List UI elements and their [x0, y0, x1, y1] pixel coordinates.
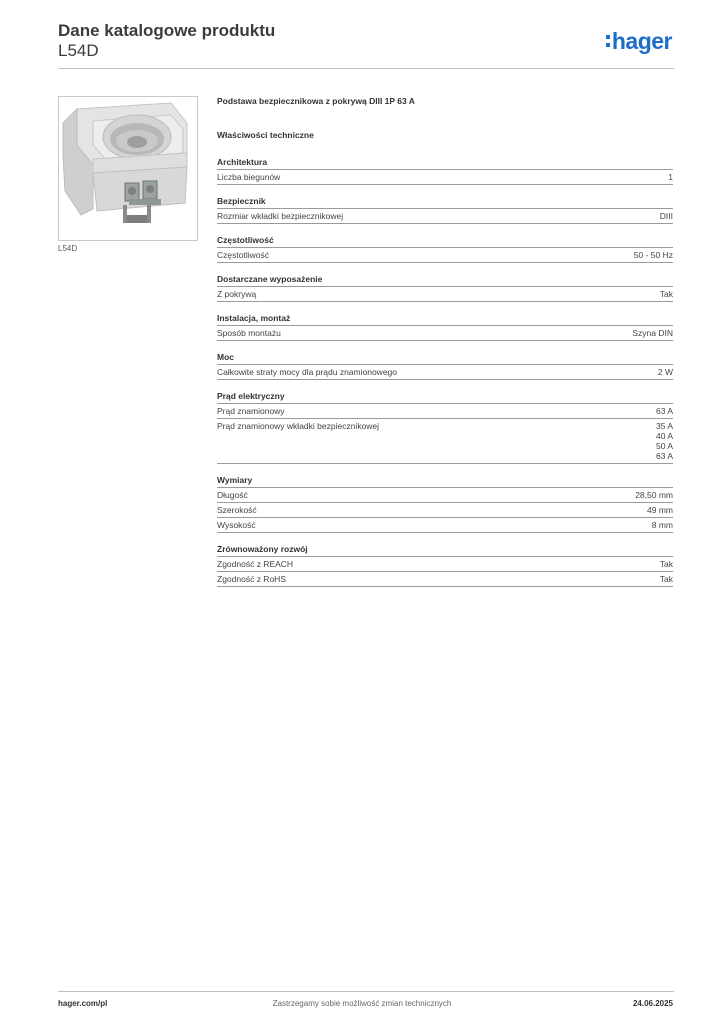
spec-label: Zgodność z RoHS: [217, 574, 286, 584]
spec-value-line: Tak: [659, 559, 673, 569]
spec-row: [217, 209, 673, 224]
page-header: [58, 20, 674, 70]
spec-value: [668, 172, 673, 182]
logo-dots-icon: [606, 35, 610, 47]
spec-row: [217, 419, 673, 464]
spec-value: [660, 559, 673, 569]
spec-row: [217, 326, 673, 341]
photo-caption: L54D: [58, 244, 78, 253]
spec-section: [217, 235, 673, 263]
spec-label: Zgodność z REACH: [217, 559, 294, 569]
spec-label: Rozmiar wkładki bezpiecznikowej: [217, 211, 344, 221]
spec-value: [647, 505, 673, 515]
logo-text: hager: [611, 28, 672, 54]
spec-value: [660, 574, 673, 584]
spec-value: [656, 406, 673, 416]
spec-label: Wysokość: [217, 520, 256, 530]
spec-sections: [217, 157, 673, 587]
footer-disclaimer: Zastrzegamy sobie możliwość zmian technicznych: [272, 999, 452, 1008]
spec-value: [632, 328, 673, 338]
spec-section: [217, 544, 673, 587]
spec-value-line: 40 A: [655, 431, 673, 441]
header-divider: [58, 68, 674, 69]
section-title: Architektura: [217, 157, 673, 170]
spec-value-line: 63 A: [655, 406, 673, 416]
footer-date: 24.06.2025: [632, 999, 673, 1008]
spec-label: Sposób montażu: [217, 328, 281, 338]
spec-value-line: 8 mm: [651, 520, 673, 530]
spec-value-line: 1: [668, 172, 673, 182]
spec-value: [652, 520, 673, 530]
section-title: Instalacja, montaż: [217, 313, 673, 326]
spec-section: [217, 196, 673, 224]
spec-value-line: Tak: [659, 574, 673, 584]
spec-label: Z pokrywą: [217, 289, 257, 299]
spec-value-line: 2 W: [657, 367, 673, 377]
spec-section: [217, 475, 673, 533]
spec-section: [217, 157, 673, 185]
spec-section: [217, 313, 673, 341]
spec-value-line: Szyna DIN: [632, 328, 673, 338]
spec-value-line: 50 - 50 Hz: [633, 250, 673, 260]
section-title: Bezpiecznik: [217, 196, 673, 209]
fuse-base-image: [59, 97, 197, 240]
spec-value-line: Tak: [659, 289, 673, 299]
spec-row: [217, 557, 673, 572]
section-title: Zrównoważony rozwój: [217, 544, 673, 557]
spec-value: [660, 211, 673, 221]
section-title: Prąd elektryczny: [217, 391, 673, 404]
spec-label: Prąd znamionowy wkładki bezpiecznikowej: [217, 421, 380, 431]
spec-row: [217, 503, 673, 518]
section-title: Wymiary: [217, 475, 673, 488]
spec-value-line: 28,50 mm: [635, 490, 673, 500]
spec-value-line: 63 A: [655, 451, 673, 461]
spec-value: [635, 490, 673, 500]
product-photo: [58, 96, 198, 241]
spec-section: [217, 391, 673, 464]
spec-row: [217, 518, 673, 533]
spec-label: Długość: [217, 490, 248, 500]
spec-value-line: 35 A: [655, 421, 673, 431]
spec-value: [656, 421, 673, 461]
spec-label: Szerokość: [217, 505, 257, 515]
footer-divider: [58, 991, 674, 992]
spec-section: [217, 352, 673, 380]
spec-section: [217, 274, 673, 302]
spec-label: Liczba biegunów: [217, 172, 281, 182]
spec-value-line: 49 mm: [647, 505, 673, 515]
section-title: Moc: [217, 352, 673, 365]
properties-heading: Właściwości techniczne: [217, 130, 314, 140]
footer-website: hager.com/pl: [58, 999, 108, 1008]
spec-label: Całkowite straty mocy dla prądu znamionowego: [217, 367, 398, 377]
hager-logo: [606, 28, 672, 54]
spec-value: [634, 250, 673, 260]
spec-row: [217, 365, 673, 380]
spec-value-line: DIII: [659, 211, 673, 221]
spec-row: [217, 404, 673, 419]
spec-row: [217, 287, 673, 302]
spec-content: [217, 96, 673, 598]
spec-label: Prąd znamionowy: [217, 406, 285, 416]
product-code: L54D: [58, 41, 99, 60]
spec-value: [660, 289, 673, 299]
section-title: Dostarczane wyposażenie: [217, 274, 673, 287]
spec-row: [217, 572, 673, 587]
spec-row: [217, 248, 673, 263]
product-title: Podstawa bezpiecznikowa z pokrywą DIII 1P 63 A: [217, 96, 415, 106]
spec-value: [658, 367, 673, 377]
spec-row: [217, 170, 673, 185]
section-title: Częstotliwość: [217, 235, 673, 248]
spec-label: Częstotliwość: [217, 250, 269, 260]
page-title: Dane katalogowe produktu: [58, 21, 276, 40]
spec-value-line: 50 A: [655, 441, 673, 451]
spec-row: [217, 488, 673, 503]
